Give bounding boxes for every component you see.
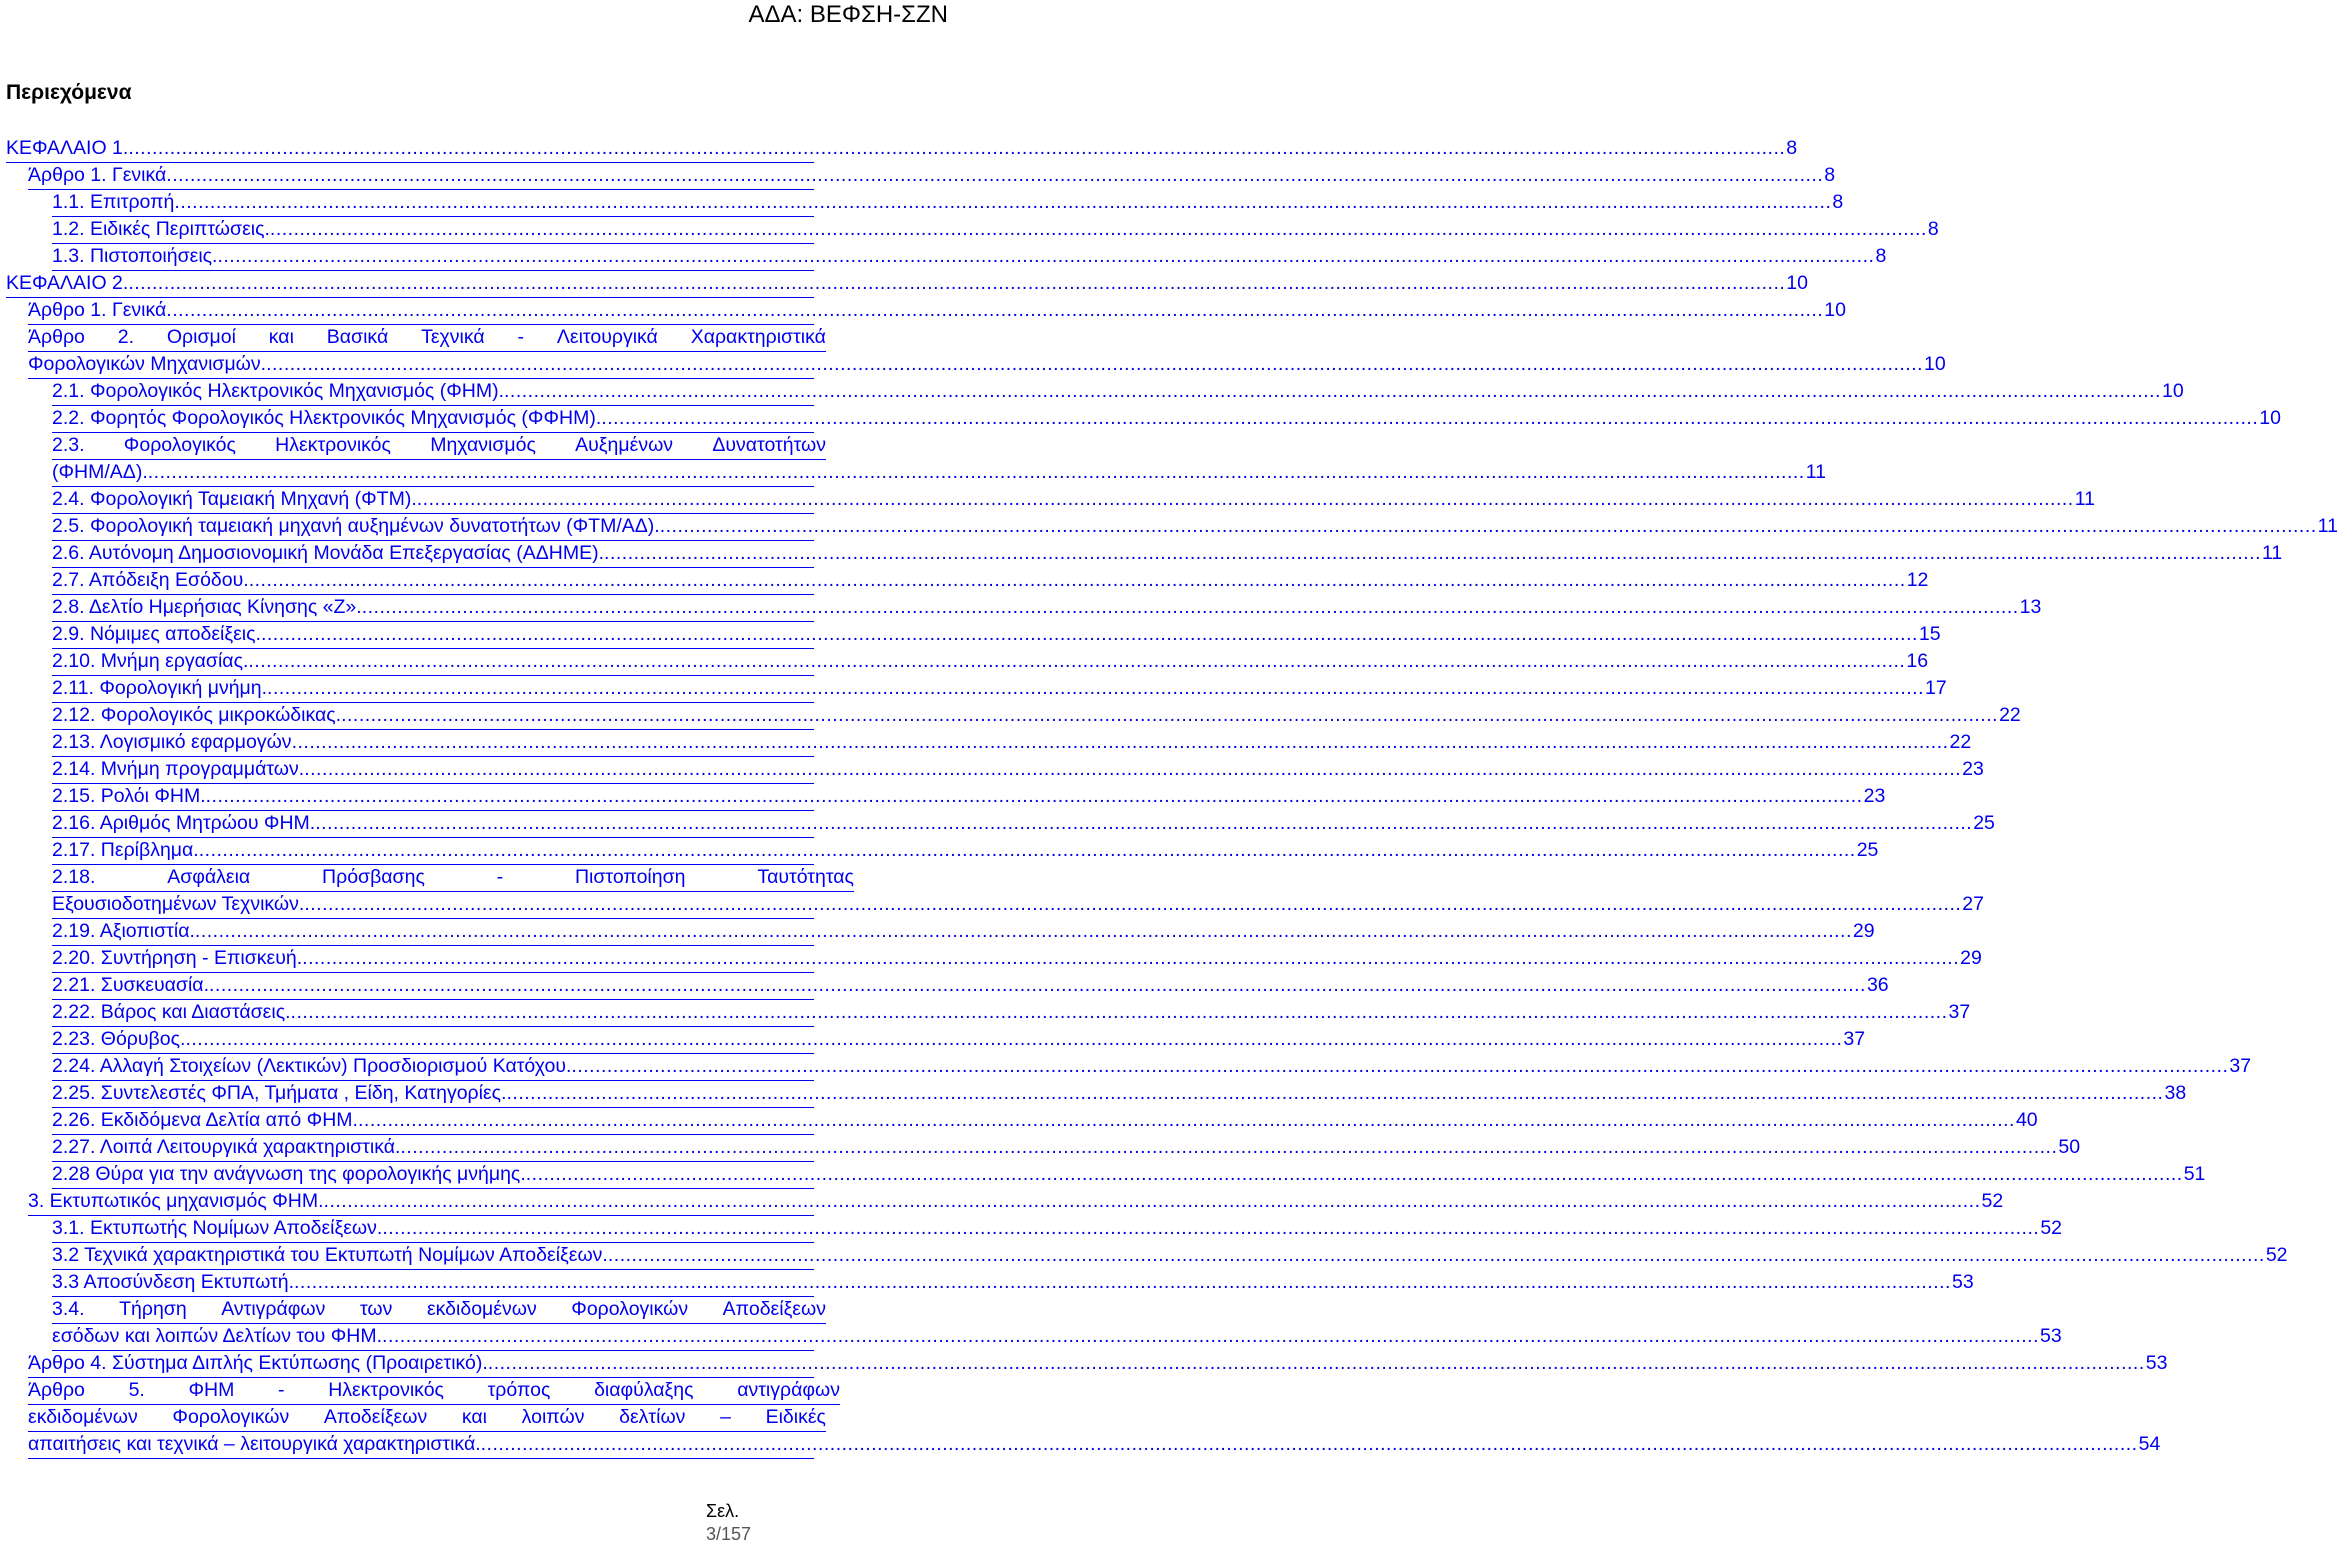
toc-leader-dots [217, 243, 1874, 270]
toc-word: των [359, 1298, 393, 1320]
toc-word: λοιπών [521, 1406, 585, 1428]
toc-entry-page: 8 [1786, 137, 1798, 159]
toc-entry-page: 15 [1918, 623, 1941, 645]
toc-entry[interactable] [52, 918, 1875, 946]
toc-entry-page: 8 [1832, 191, 1844, 213]
page-number: 3/157 [706, 1524, 752, 1544]
toc-word: ΦΗΜ [188, 1379, 235, 1401]
toc-leader-dots [128, 270, 1785, 297]
toc-entry[interactable] [52, 891, 1984, 919]
toc-entry-page: 50 [2058, 1136, 2081, 1158]
toc-entry-page: 51 [2183, 1163, 2206, 1185]
toc-entry[interactable] [52, 567, 1929, 595]
toc-word: και [268, 326, 294, 348]
toc-word: Χαρακτηριστικά [690, 326, 826, 348]
toc-entry-page: 11 [1805, 461, 1826, 483]
toc-entry-page: 8 [1875, 245, 1887, 267]
toc-leader-dots [199, 837, 1856, 864]
toc-entry[interactable] [52, 810, 1995, 838]
toc-entry-text: 3.3 Αποσύνδεση Εκτυπωτή. [52, 1271, 294, 1293]
toc-entry-text: εσόδων και λοιπών Δελτίων του ΦΗΜ. [52, 1325, 383, 1347]
toc-leader-dots [358, 1107, 2015, 1134]
toc-entry-text [28, 1377, 840, 1404]
toc-entry-page: 27 [1962, 893, 1984, 915]
toc-entry-page: 36 [1866, 974, 1889, 996]
toc-word: Αποδείξεων [722, 1298, 826, 1320]
toc-word: Αυξημένων [575, 434, 674, 456]
toc-entry[interactable] [52, 1215, 2063, 1243]
toc-word: Ταυτότητας [757, 866, 854, 888]
toc-leader-dots [382, 1323, 2039, 1350]
toc-entry-page: 17 [1925, 677, 1947, 699]
toc-entry-text: Εξουσιοδοτημένων Τεχνικών. [52, 893, 305, 915]
toc-leader-dots [660, 513, 2317, 540]
toc-word: Μηχανισμός [430, 434, 536, 456]
ada-header: ΑΔΑ: ΒΕΦΣΗ-ΣΖΝ [748, 1, 948, 28]
toc-leader-dots [601, 405, 2258, 432]
toc-entry-text: 2.23. Θόρυβος. [52, 1028, 186, 1050]
toc-entry[interactable] [52, 702, 2021, 730]
toc-entry[interactable] [52, 1323, 2062, 1351]
toc-word: αντιγράφων [737, 1379, 840, 1401]
toc-entry-page: 10 [2161, 380, 2184, 402]
toc-entry-text: 2.1. Φορολογικός Ηλεκτρονικός Μηχανισμός (ΦΗΜ). [52, 380, 505, 402]
toc-entry-text: (ΦΗΜ/ΑΔ). [52, 461, 148, 483]
toc-entry[interactable] [52, 432, 826, 460]
toc-word: Φορολογικός [123, 434, 236, 456]
toc-entry-page: 22 [1999, 704, 2021, 726]
toc-entry[interactable] [52, 972, 1889, 1000]
toc-entry[interactable] [52, 459, 1826, 487]
toc-entry-text: 2.21. Συσκευασία. [52, 974, 209, 996]
toc-entry-text [28, 1404, 826, 1431]
toc-entry-text: Άρθρο 4. Σύστημα Διπλής Εκτύπωσης (Προαιρετικό). [28, 1352, 488, 1374]
toc-entry-text: 2.14. Μνήμη προγραμμάτων. [52, 758, 305, 780]
toc-entry-page: 12 [1906, 569, 1929, 591]
toc-entry-text: 2.6. Αυτόνομη Δημοσιονομική Μονάδα Επεξεργασίας (ΑΔΗΜΕ). [52, 542, 605, 564]
toc-entry-text: 1.2. Ειδικές Περιπτώσεις. [52, 218, 270, 240]
toc-leader-dots [292, 729, 1949, 756]
toc-entry[interactable] [52, 1080, 2187, 1108]
toc-leader-dots [507, 1080, 2164, 1107]
toc-entry-text: 3. Εκτυπωτικός μηχανισμός ΦΗΜ. [28, 1190, 324, 1212]
toc-entry-page: 29 [1852, 920, 1875, 942]
toc-word: 2. [117, 326, 135, 348]
toc-entry[interactable] [28, 324, 826, 352]
toc-entry-page: 10 [1824, 299, 1846, 321]
toc-entry[interactable] [52, 648, 1929, 676]
toc-entry[interactable] [28, 1404, 826, 1432]
toc-entry-text: 2.26. Εκδιδόμενα Δελτία από ΦΗΜ. [52, 1109, 358, 1131]
toc-entry-text: 2.12. Φορολογικός μικροκώδικας. [52, 704, 342, 726]
toc-entry-page: 37 [1843, 1028, 1866, 1050]
toc-entry-text: 1.1. Επιτροπή [52, 191, 175, 213]
toc-entry[interactable] [52, 243, 1887, 271]
toc-entry-text: 2.11. Φορολογική μνήμη. [52, 677, 268, 699]
toc-leader-dots [362, 594, 2019, 621]
toc-entry[interactable] [52, 783, 1886, 811]
toc-entry-text: 2.9. Νόμιμες αποδείξεις. [52, 623, 261, 645]
toc-entry[interactable] [52, 999, 1971, 1027]
toc-leader-dots [304, 756, 1961, 783]
toc-leader-dots [248, 648, 1905, 675]
toc-word: τρόπος [487, 1379, 551, 1401]
toc-word: Φορολογικών [172, 1406, 290, 1428]
page-label: Σελ. [706, 1501, 740, 1521]
toc-word: - [496, 866, 504, 888]
toc-entry-text: 2.13. Λογισμικό εφαρμογών [52, 731, 292, 753]
toc-entry-page: 54 [2138, 1433, 2161, 1455]
toc-entry[interactable] [6, 135, 1798, 163]
toc-entry[interactable] [52, 1296, 826, 1324]
toc-leader-dots [206, 783, 1863, 810]
toc-entry[interactable] [52, 675, 1947, 703]
toc-word: 2.3. [52, 434, 85, 456]
toc-entry-text: 3.2 Τεχνικά χαρακτηριστικά του Εκτυπωτή Νομίμων Αποδείξεων. [52, 1244, 608, 1266]
toc-word: Φορολογικών [571, 1298, 689, 1320]
toc-entry[interactable] [52, 405, 2281, 433]
toc-leader-dots [148, 459, 1805, 486]
toc-entry-page: 11 [2262, 542, 2283, 564]
toc-entry-page: 53 [2040, 1325, 2062, 1347]
toc-leader-dots [341, 702, 1998, 729]
toc-entry[interactable] [28, 1188, 2004, 1216]
toc-entry[interactable] [52, 513, 2338, 541]
toc-word: - [278, 1379, 285, 1401]
toc-entry[interactable] [6, 270, 1808, 298]
toc-entry-page: 37 [1948, 1001, 1971, 1023]
toc-word: Βασικά [326, 326, 389, 348]
toc-entry-text: 2.25. Συντελεστές ΦΠΑ, Τμήματα , Είδη, Κατηγορίες. [52, 1082, 507, 1104]
toc-entry[interactable] [52, 837, 1879, 865]
toc-entry-text: 2.2. Φορητός Φορολογικός Ηλεκτρονικός Μηχανισμός (ΦΦΗΜ). [52, 407, 602, 429]
toc-entry-text: 2.15. Ρολόι ΦΗΜ. [52, 785, 206, 807]
toc-entry-page: 23 [1863, 785, 1886, 807]
toc-entry[interactable] [52, 1134, 2081, 1162]
toc-entry[interactable] [52, 486, 2095, 514]
toc-leader-dots [266, 351, 1923, 378]
toc-word: εκδιδομένων [28, 1406, 138, 1428]
toc-word: Πιστοποίηση [574, 866, 686, 888]
toc-leader-dots [185, 1026, 1842, 1053]
toc-entry-page: 38 [2164, 1082, 2187, 1104]
toc-leader-dots [608, 1242, 2265, 1269]
toc-entry-text: 2.28 Θύρα για την ανάγνωση της φορολογικής μνήμης. [52, 1163, 526, 1185]
toc-entry-text: 2.19. Αξιοπιστία. [52, 920, 195, 942]
toc-entry-text: Φορολογικών Μηχανισμών. [28, 353, 267, 375]
toc-entry-text: 2.10. Μνήμη εργασίας. [52, 650, 249, 672]
toc-entry-page: 25 [1856, 839, 1879, 861]
toc-leader-dots [270, 216, 1927, 243]
toc-entry-text: Άρθρο 1. Γενικά [28, 299, 167, 321]
toc-entry-text: 2.24. Αλλαγή Στοιχείων (Λεκτικών) Προσδιορισμού Κατόχου. [52, 1055, 572, 1077]
toc-word: 2.18. [52, 866, 96, 888]
toc-entry-page: 11 [2317, 515, 2338, 537]
toc-entry-page: 11 [2074, 488, 2095, 510]
toc-entry-page: 8 [1927, 218, 1939, 240]
toc-entry[interactable] [52, 216, 1939, 244]
toc-entry[interactable] [52, 594, 2042, 622]
toc-entry[interactable] [52, 1026, 1866, 1054]
toc-entry-page: 10 [1924, 353, 1946, 375]
toc-entry[interactable] [28, 162, 1836, 190]
toc-entry[interactable] [52, 756, 1984, 784]
toc-leader-dots [267, 675, 1924, 702]
toc-entry[interactable] [52, 621, 1941, 649]
toc-word: Τεχνικά [421, 326, 485, 348]
toc-entry[interactable] [52, 864, 854, 892]
toc-word: Τήρηση [119, 1298, 187, 1320]
toc-leader-dots [291, 999, 1948, 1026]
toc-leader-dots [209, 972, 1866, 999]
toc-word: Ασφάλεια [167, 866, 251, 888]
toc-word: Δυνατοτήτων [712, 434, 826, 456]
toc-entry-page: 25 [1973, 812, 1995, 834]
toc-entry-page: 22 [1949, 731, 1972, 753]
toc-entry-text: 2.4. Φορολογική Ταμειακή Μηχανή (ΦΤΜ). [52, 488, 417, 510]
toc-entry[interactable] [28, 1431, 2161, 1459]
toc-leader-dots [302, 945, 1959, 972]
toc-leader-dots [166, 162, 1823, 189]
toc-entry-text: ΚΕΦΑΛΑΙΟ 2. [6, 272, 129, 294]
toc-word: και [461, 1406, 487, 1428]
toc-entry[interactable] [52, 378, 2184, 406]
toc-leader-dots [604, 540, 2261, 567]
toc-entry[interactable] [52, 1269, 1974, 1297]
toc-leader-dots [315, 810, 1972, 837]
toc-word: Ειδικές [765, 1406, 826, 1428]
toc-entry[interactable] [28, 1350, 2168, 1378]
toc-leader-dots [304, 891, 1961, 918]
toc-entry-page: 52 [2265, 1244, 2288, 1266]
toc-entry-page: 16 [1906, 650, 1929, 672]
toc-entry-page: 52 [1981, 1190, 2004, 1212]
toc-leader-dots [488, 1350, 2145, 1377]
toc-entry-page: 52 [2040, 1217, 2063, 1239]
toc-entry-text: 2.22. Βάρος και Διαστάσεις. [52, 1001, 291, 1023]
toc-entry-page: 29 [1960, 947, 1982, 969]
toc-word: Αντιγράφων [221, 1298, 326, 1320]
toc-leader-dots [417, 486, 2074, 513]
toc-leader-dots [128, 135, 1785, 162]
toc-entry-text [52, 864, 854, 891]
toc-entry[interactable] [28, 351, 1946, 379]
toc-leader-dots [571, 1053, 2228, 1080]
toc-entry-text: Άρθρο 1. Γενικά [28, 164, 167, 186]
toc-entry-text: 2.17. Περίβλημα. [52, 839, 199, 861]
toc-leader-dots [261, 621, 1918, 648]
toc-entry-text: απαιτήσεις και τεχνικά – λειτουργικά χαρακτηριστικά. [28, 1433, 481, 1455]
toc-entry-text: ΚΕΦΑΛΑΙΟ 1. [6, 137, 129, 159]
toc-word: Αποδείξεων [323, 1406, 428, 1428]
toc-entry[interactable] [52, 1161, 2206, 1189]
toc-entry-text: 2.27. Λοιπά Λειτουργικά χαρακτηριστικά. [52, 1136, 401, 1158]
toc-word: Άρθρο [28, 1379, 85, 1401]
toc-entry[interactable] [52, 540, 2283, 568]
toc-word: Πρόσβασης [322, 866, 425, 888]
toc-entry-text: 2.5. Φορολογική ταμειακή μηχανή αυξημένων δυνατοτήτων (ΦΤΜ/ΑΔ). [52, 515, 660, 537]
toc-entry-page: 13 [2019, 596, 2042, 618]
toc-entry[interactable] [52, 945, 1982, 973]
toc-entry-text: 2.8. Δελτίο Ημερήσιας Κίνησης «Ζ». [52, 596, 362, 618]
toc-entry[interactable] [52, 729, 1972, 757]
toc-leader-dots [481, 1431, 2138, 1458]
toc-word: Ηλεκτρονικός [328, 1379, 444, 1401]
toc-entry-text [28, 324, 826, 351]
toc-entry[interactable] [52, 189, 1844, 217]
toc-word: 5. [128, 1379, 145, 1401]
toc-entry-page: 8 [1824, 164, 1836, 186]
toc-word: δελτίων [619, 1406, 686, 1428]
toc-entry[interactable] [52, 1053, 2252, 1081]
toc-entry-page: 23 [1962, 758, 1984, 780]
toc-leader-dots [249, 567, 1906, 594]
toc-entry-text: 1.3. Πιστοποιήσεις. [52, 245, 218, 267]
toc-title: Περιεχόμενα [6, 81, 132, 104]
toc-leader-dots [382, 1215, 2039, 1242]
toc-entry-text: 2.20. Συντήρηση - Επισκευή. [52, 947, 303, 969]
toc-word: Άρθρο [28, 326, 85, 348]
toc-entry[interactable] [28, 297, 1846, 325]
toc-entry[interactable] [52, 1242, 2288, 1270]
toc-word: διαφύλαξης [594, 1379, 694, 1401]
toc-entry-page: 10 [2259, 407, 2281, 429]
toc-entry-text: 3.1. Εκτυπωτής Νομίμων Αποδείξεων. [52, 1217, 383, 1239]
toc-word: Ηλεκτρονικός [275, 434, 391, 456]
toc-leader-dots [174, 189, 1831, 216]
toc-leader-dots [324, 1188, 1981, 1215]
toc-leader-dots [504, 378, 2161, 405]
toc-entry[interactable] [28, 1377, 840, 1405]
toc-entry-page: 40 [2015, 1109, 2038, 1131]
toc-word: 3.4. [52, 1298, 85, 1320]
toc-entry-text [52, 432, 826, 459]
toc-word: - [517, 326, 525, 348]
toc-entry-text [52, 1296, 826, 1323]
toc-entry-text: 2.7. Απόδειξη Εσόδου. [52, 569, 249, 591]
toc-entry[interactable] [52, 1107, 2038, 1135]
toc-word: Ορισμοί [166, 326, 236, 348]
toc-leader-dots [166, 297, 1823, 324]
toc-leader-dots [526, 1161, 2183, 1188]
toc-entry-page: 53 [1951, 1271, 1974, 1293]
toc-word: Λειτουργικά [556, 326, 658, 348]
toc-word: εκδιδομένων [426, 1298, 537, 1320]
toc-entry-page: 10 [1786, 272, 1808, 294]
toc-leader-dots [294, 1269, 1951, 1296]
toc-entry-page: 37 [2229, 1055, 2252, 1077]
toc-entry-text: 2.16. Αριθμός Μητρώου ΦΗΜ. [52, 812, 316, 834]
toc-leader-dots [400, 1134, 2057, 1161]
toc-leader-dots [195, 918, 1852, 945]
toc-word: – [720, 1406, 731, 1428]
toc-entry-page: 53 [2145, 1352, 2168, 1374]
